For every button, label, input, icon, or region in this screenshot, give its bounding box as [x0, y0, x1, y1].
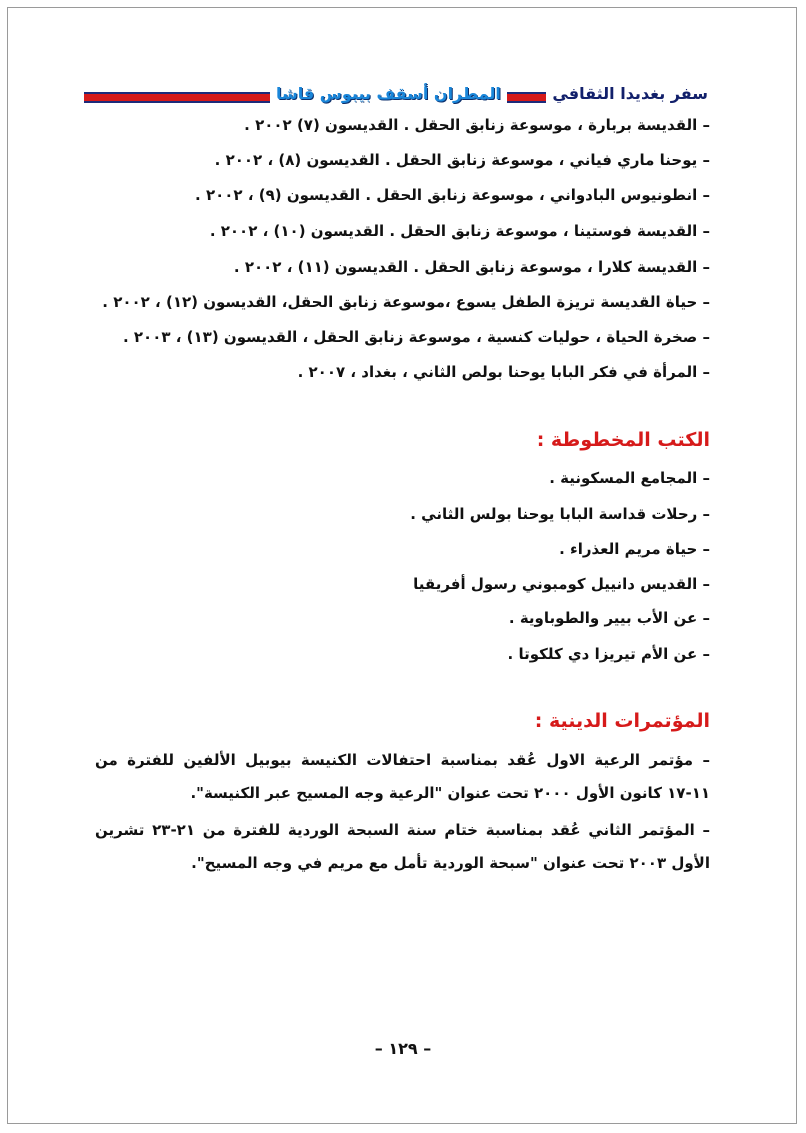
conference-item: – مؤتمر الرعية الاول عُقد بمناسبة احتفالات الكنيسة بيوبيل الألفين للفترة من ١١-١٧ كانون الأول ٢٠٠٠ تحت عنوان "الرعية وجه المسيح عبر الكنيسة". — [95, 751, 710, 802]
book-title: سفر بغديدا الثقافي — [546, 82, 714, 106]
reference-item: – القديسة فوستينا ، موسوعة زنابق الحقل . القديسون (١٠) ، ٢٠٠٢ . — [209, 222, 710, 240]
manuscript-item: – حياة مريم العذراء . — [559, 540, 710, 558]
manuscript-item: – عن الأم تيريزا دي كلكوتا . — [507, 645, 710, 663]
conferences-heading: المؤتمرات الدينية : — [534, 710, 710, 732]
running-header — [84, 82, 714, 108]
reference-item: – انطونيوس البادواني ، موسوعة زنابق الحقل . القديسون (٩) ، ٢٠٠٢ . — [195, 186, 710, 204]
manuscript-item: – رحلات قداسة البابا يوحنا بولس الثاني . — [410, 505, 710, 523]
manuscript-item: – المجامع المسكونية . — [549, 469, 710, 487]
reference-item: – حياة القديسة تريزة الطفل يسوع ،موسوعة زنابق الحقل، القديسون (١٢) ، ٢٠٠٢ . — [102, 293, 710, 311]
author-title: المطران أسقف بيبوس قاشا — [270, 82, 507, 106]
manuscripts-heading: الكتب المخطوطة : — [536, 429, 710, 451]
conference-item: – المؤتمر الثاني عُقد بمناسبة ختام سنة السبحة الوردية للفترة من ٢١-٢٣ تشرين الأول ٢٠٠٣ تحت عنوان "سبحة الوردية تأمل مع مريم في وجه المسيح". — [95, 821, 710, 872]
page-number: – ١٢٩ – — [374, 1039, 432, 1058]
reference-item: – القديسة كلارا ، موسوعة زنابق الحقل . القديسون (١١) ، ٢٠٠٢ . — [233, 258, 710, 276]
manuscript-item: – القديس دانييل كومبوني رسول أفريقيا — [413, 575, 710, 593]
manuscript-item: – عن الأب بيير والطوباوية . — [508, 609, 710, 627]
reference-item: – القديسة بربارة ، موسوعة زنابق الحقل . القديسون (٧) ٢٠٠٢ . — [244, 116, 710, 134]
reference-item: – صخرة الحياة ، حوليات كنسية ، موسوعة زنابق الحقل ، القديسون (١٣) ، ٢٠٠٣ . — [122, 328, 710, 346]
page-border — [7, 7, 797, 1124]
reference-item: – يوحنا ماري فياني ، موسوعة زنابق الحقل . القديسون (٨) ، ٢٠٠٢ . — [214, 151, 710, 169]
reference-item: – المرأة في فكر البابا يوحنا بولص الثاني ، بغداد ، ٢٠٠٧ . — [297, 363, 710, 381]
